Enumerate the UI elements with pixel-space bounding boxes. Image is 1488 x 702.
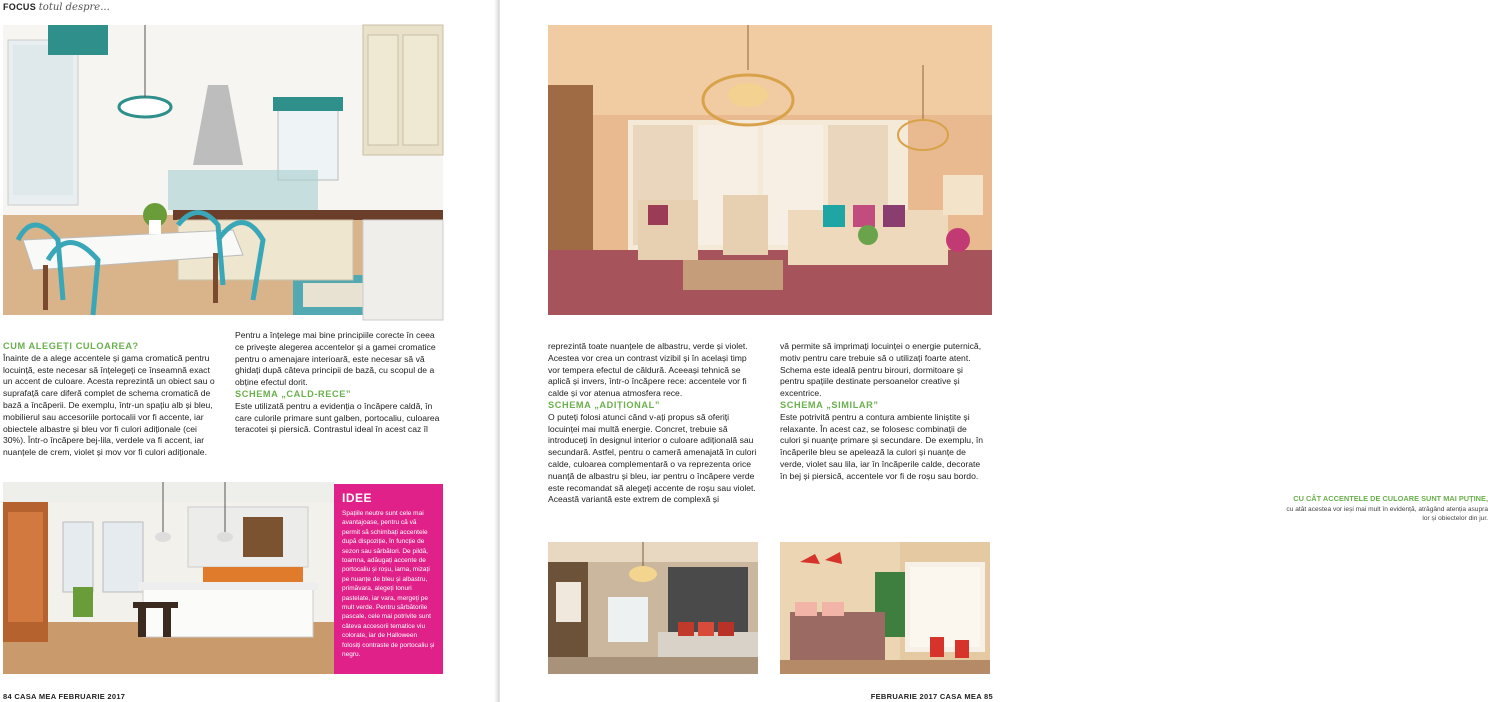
col4-body: Este potrivită pentru a contura ambiente liniștite și relaxante. În acest caz, se folosesc combinații de culori și nuanțe primare și secundare. De exemplu, în încăperile bleu se apelează la culori și nuanțe de verde, violet sau lila, iar în încăperile calde, decorate în bej și piersică, accentele vor fi de roșu sau bordo. — [780, 411, 984, 481]
idea-title: IDEE — [342, 491, 373, 505]
col3-lead: reprezintă toate nuanțele de albastru, verde și violet. Acestea vor crea un contrast vizibil și în același timp vor tempera efectul de căldură. Aceeași tehnică se aplică și invers, într-o încăpere rece: accentele vor fi calde și vor atenua atmosfera rece. — [548, 341, 748, 399]
pull-quote — [1285, 494, 1488, 524]
right-page — [500, 0, 1488, 702]
col2-intro: Pentru a înțelege mai bine principiile corecte în ceea ce privește alegerea accentelor și a gamei cromatice pentru o amenajare interioară, este necesar să vă ghidați după câteva principii de bază, cu scopul de a obține efectul dorit. — [235, 330, 436, 388]
right-column-1 — [548, 341, 760, 506]
heading-aditional: SCHEMA „ADIȚIONAL” — [548, 399, 661, 410]
left-column-1 — [3, 341, 221, 459]
footer-right: FEBRUARIE 2017 CASA MEA 85 — [870, 692, 993, 701]
section-subtitle: totul despre... — [38, 2, 110, 13]
idea-body: Spațiile neutre sunt cele mai avantajoase, pentru că vă permit să schimbați accentele după dispoziție, în funcție de sezon sau sărbători. De pildă, toamna, adăugați accente de portocaliu și roșu, iarna, mizați pe nuanțe de bleu și albastru, primăvara, alegeți tonuri pastelate, iar vara, mergeți pe mult verde. Pentru sărbătorile pascale, cele mai potrivite sunt câteva accesorii tematice viu colorate, iar de Halloween folosiți contraste de portocaliu și negru. — [342, 510, 435, 659]
heading-similar: SCHEMA „SIMILAR” — [780, 399, 879, 410]
left-page — [0, 0, 495, 702]
living-room-photo — [548, 25, 992, 315]
bedroom-photo-2 — [780, 542, 990, 674]
bedroom-photo-1 — [548, 542, 758, 674]
left-column-2 — [235, 330, 445, 436]
footer-left: 84 CASA MEA FEBRUARIE 2017 — [3, 692, 126, 701]
pull-quote-text: cu atât acestea vor ieși mai mult în evidență, atrăgând atenția asupra lor și obiectelor din jur. — [1286, 505, 1488, 523]
col4-lead: vă permite să imprimați locuinței o energie puternică, motiv pentru care trebuie să o utilizați foarte atent. Schema este ideală pentru birouri, dormitoare și pentru spațiile destinate persoanelor creative și excentrice. — [780, 341, 982, 399]
idea-box — [334, 484, 443, 674]
col2-body: Este utilizată pentru a evidenția o încăpere caldă, în care culorile primare sunt galben, portocaliu, culoarea teracotei și piersică. Contrastul ideal în acest caz îl — [235, 400, 440, 435]
kitchen-photo — [3, 25, 443, 315]
pull-quote-lead: CU CÂT ACCENTELE DE CULOARE SUNT MAI PUȚINE, — [1293, 494, 1488, 503]
open-kitchen-photo — [3, 482, 334, 674]
section-brand: FOCUS — [3, 2, 36, 12]
col3-body: O puteți folosi atunci când v-ați propus să oferiți locuinței mai multă energie. Concret, trebuie să introduceți în designul interior o culoare adițională sau secundară. Astfel, pentru o cameră amenajată în culori calde, culoarea complementară o va reprezenta orice nuanță de albastru și bleu, iar pentru o încăpere verde este recomandat să alegeți accente de roșu sau violet. Această variantă este extrem de complexă și — [548, 411, 757, 505]
right-column-2 — [780, 341, 988, 483]
heading-cald-rece: SCHEMA „CALD-RECE” — [235, 388, 352, 399]
section-header — [3, 2, 110, 13]
heading-cum-alegeti: CUM ALEGEȚI CULOAREA? — [3, 341, 139, 351]
col1-body: Înainte de a alege accentele și gama cromatică pentru locuință, este necesar să înțelegeți ce înseamnă exact un accent de culoare. Acesta reprezintă un obiect sau o suprafață care diferă complet de schema cromatică de bază a încăperii. De exemplu, într-un spațiu alb și bleu, mobilierul sau accesoriile portocalii vor fi accente, iar obiectele albastre și bleu vor fi culori adiționale (cei 30%). Într-o încăpere bej-lila, verdele va fi accent, iar nuanțele de crem, violet și mov vor fi culori adiționale. — [3, 352, 215, 458]
